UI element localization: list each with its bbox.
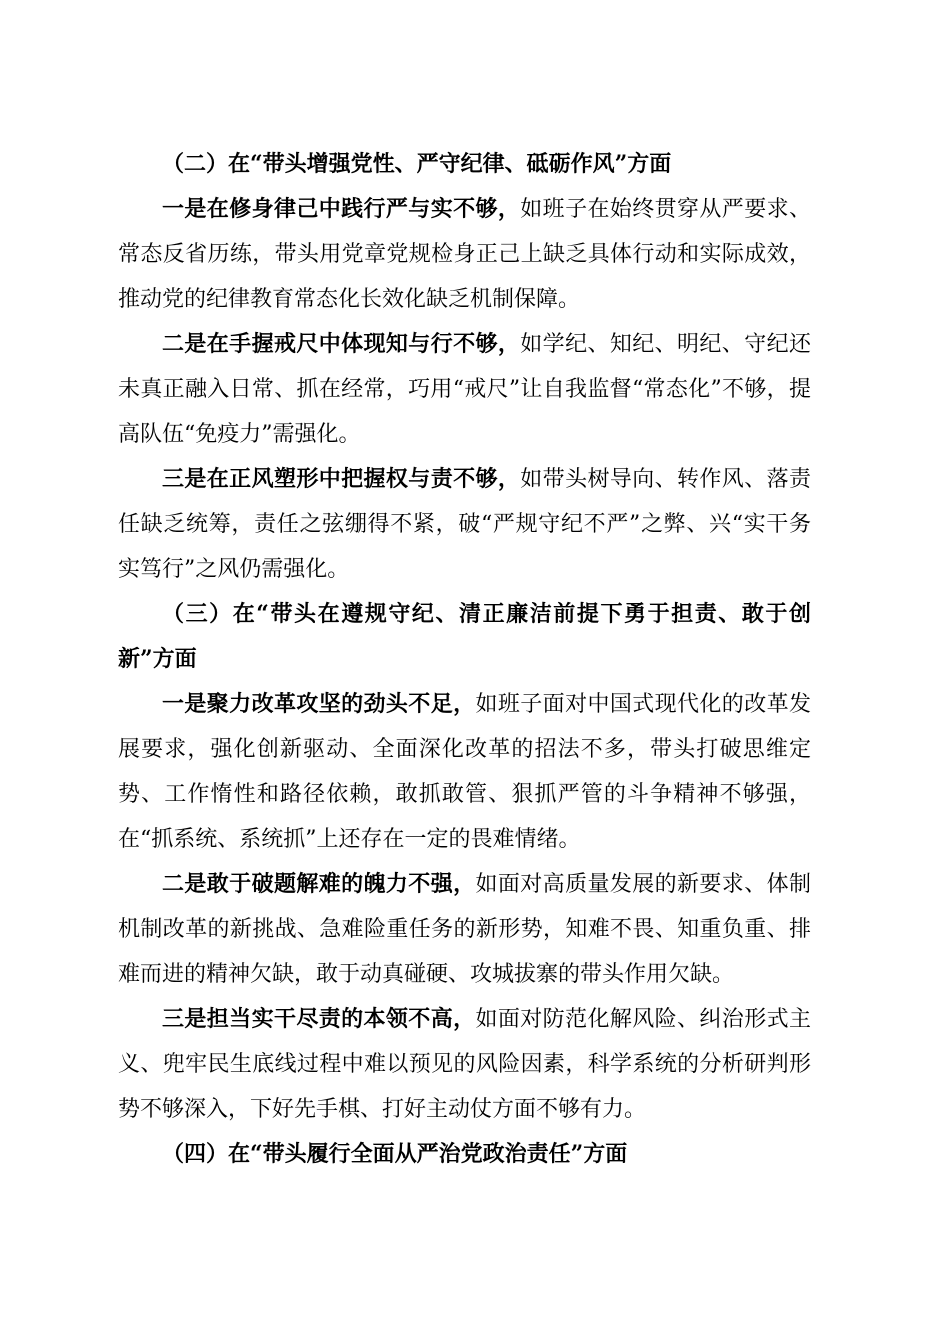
paragraph-body: 如班子面对中国式现代化的改革发展要求，强化创新驱动、全面深化改革的招法不多，带头打破思维定势、工作惰性和路径依赖，敢抓敢管、狠抓严管的斗争精神不够强，在“抓系统、系统抓”上还存在一定的畏难情绪。 xyxy=(118,692,811,852)
section-heading-2: （二）在“带头增强党性、严守纪律、砥砺作风”方面 xyxy=(162,151,672,177)
paragraph-body: 如学纪、知纪、明纪、守纪还未真正融入日常、抓在经常，巧用“戒尺”让自我监督“常态化”不够，提高队伍“免疫力”需强化。 xyxy=(118,332,811,447)
paragraph-3-1 xyxy=(118,682,811,862)
section-heading-4: （四）在“带头履行全面从严治党政治责任”方面 xyxy=(162,1141,628,1167)
paragraph-lead: 二是在手握戒尺中体现知与行不够， xyxy=(162,331,521,357)
paragraph-3-3 xyxy=(118,997,811,1132)
paragraph-3-2 xyxy=(118,862,811,997)
paragraph-2-3 xyxy=(118,457,811,592)
document-body xyxy=(118,142,811,1177)
paragraph-lead: 二是敢于破题解难的魄力不强， xyxy=(162,871,476,897)
paragraph-lead: 三是在正风塑形中把握权与责不够， xyxy=(162,466,521,492)
paragraph-body: 如面对高质量发展的新要求、体制机制改革的新挑战、急难险重任务的新形势，知难不畏、知重负重、排难而进的精神欠缺，敢于动真碰硬、攻城拔寨的带头作用欠缺。 xyxy=(118,872,811,987)
paragraph-body: 如班子在始终贯穿从严要求、常态反省历练，带头用党章党规检身正己上缺乏具体行动和实际成效，推动党的纪律教育常态化长效化缺乏机制保障。 xyxy=(118,197,811,312)
paragraph-body: 如带头树导向、转作风、落责任缺乏统筹，责任之弦绷得不紧，破“严规守纪不严”之弊、兴“实干务实笃行”之风仍需强化。 xyxy=(118,467,811,582)
paragraph-2-1 xyxy=(118,187,811,322)
paragraph-2-2 xyxy=(118,322,811,457)
paragraph-lead: 一是聚力改革攻坚的劲头不足， xyxy=(162,691,476,717)
section-heading-3: （三）在“带头在遵规守纪、清正廉洁前提下勇于担责、敢于创新”方面 xyxy=(118,601,811,672)
paragraph-lead: 一是在修身律己中践行严与实不够， xyxy=(162,196,521,222)
paragraph-lead: 三是担当实干尽责的本领不高， xyxy=(162,1006,476,1032)
paragraph-body: 如面对防范化解风险、纠治形式主义、兜牢民生底线过程中难以预见的风险因素，科学系统的分析研判形势不够深入，下好先手棋、打好主动仗方面不够有力。 xyxy=(118,1007,811,1122)
